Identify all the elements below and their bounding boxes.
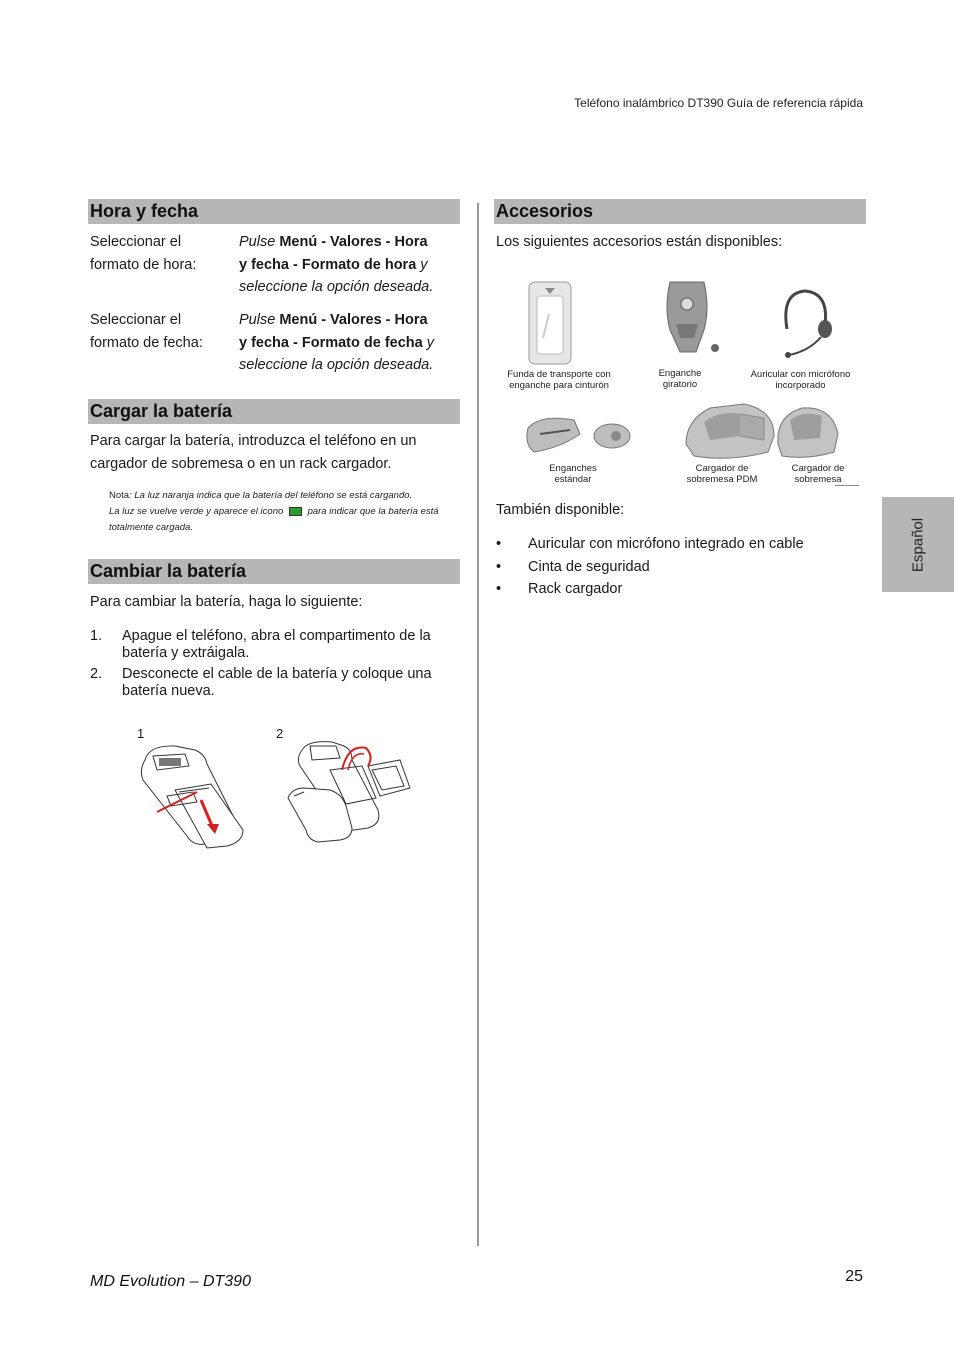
figure-label-2: 2	[276, 726, 284, 741]
list-item: • Cinta de seguridad	[496, 558, 650, 575]
figure-label-1: 1	[137, 726, 145, 741]
footer-title: MD Evolution – DT390	[90, 1273, 251, 1290]
also-available-label: También disponible:	[496, 502, 625, 518]
pdm-desktop-charger-image	[680, 400, 780, 462]
section-title-cambiar: Cambiar la batería	[88, 559, 460, 584]
standard-clips-image	[520, 408, 645, 460]
caption-auricular: Auricular con micrófono incorporado	[750, 369, 851, 391]
language-side-tab	[882, 497, 954, 592]
section-title-cargar: Cargar la batería	[88, 399, 460, 424]
caption-underline	[835, 485, 859, 486]
section-title-accesorios: Accesorios	[494, 199, 866, 224]
battery-replace-illustration	[282, 740, 417, 850]
page-number: 25	[845, 1268, 863, 1285]
list-item: • Rack cargador	[496, 581, 623, 597]
battery-removal-illustration	[135, 740, 250, 850]
note-label: Nota	[109, 490, 130, 501]
desktop-charger-image	[772, 400, 842, 462]
language-tab-label: Español	[909, 517, 927, 572]
caption-enganche-giratorio: Enganche giratorio	[658, 368, 702, 390]
running-header: Teléfono inalámbrico DT390 Guía de referencia rápida	[574, 96, 863, 110]
cargar-note: Nota: La luz naranja indica que la batería del teléfono se está cargando. La luz se vuelve verde y aparece el icono para indicar que la batería está totalmente cargada.	[109, 490, 439, 533]
accesorios-intro: Los siguientes accesorios están disponibles:	[496, 234, 783, 250]
cambiar-steps	[90, 628, 450, 704]
row-label-formato-fecha: Seleccionar el formato de fecha:	[90, 312, 203, 351]
row-instruction-formato-hora: Pulse Menú - Valores - Hora y fecha - Formato de hora y seleccione la opción deseada.	[239, 234, 434, 295]
also-available-list	[496, 533, 856, 601]
column-divider	[477, 203, 479, 1246]
step-item: 2. Desconecte el cable de la batería y coloque una batería nueva.	[90, 666, 432, 699]
battery-full-icon	[289, 507, 302, 516]
headset-image	[775, 285, 835, 365]
row-instruction-formato-fecha: Pulse Menú - Valores - Hora y fecha - Formato de fecha y seleccione la opción deseada.	[239, 312, 434, 373]
list-item: • Auricular con micrófono integrado en cable	[496, 536, 804, 552]
row-label-formato-hora: Seleccionar el formato de hora:	[90, 234, 197, 273]
cargar-body: Para cargar la batería, introduzca el teléfono en un cargador de sobremesa o en un rack cargador.	[90, 433, 417, 472]
carrying-case-image	[525, 278, 575, 368]
caption-cargador-pdm: Cargador de sobremesa PDM	[686, 463, 758, 485]
caption-enganches-estandar: Enganches estándar	[549, 463, 597, 485]
cambiar-intro: Para cambiar la batería, haga lo siguiente:	[90, 594, 363, 610]
section-title-hora-fecha: Hora y fecha	[88, 199, 460, 224]
caption-cargador-sobremesa: Cargador de sobremesa	[791, 463, 845, 485]
step-item: 1. Apague el teléfono, abra el compartimento de la batería y extráigala.	[90, 628, 431, 661]
caption-funda: Funda de transporte con enganche para cinturón	[507, 369, 611, 391]
swivel-clip-image	[660, 278, 725, 358]
